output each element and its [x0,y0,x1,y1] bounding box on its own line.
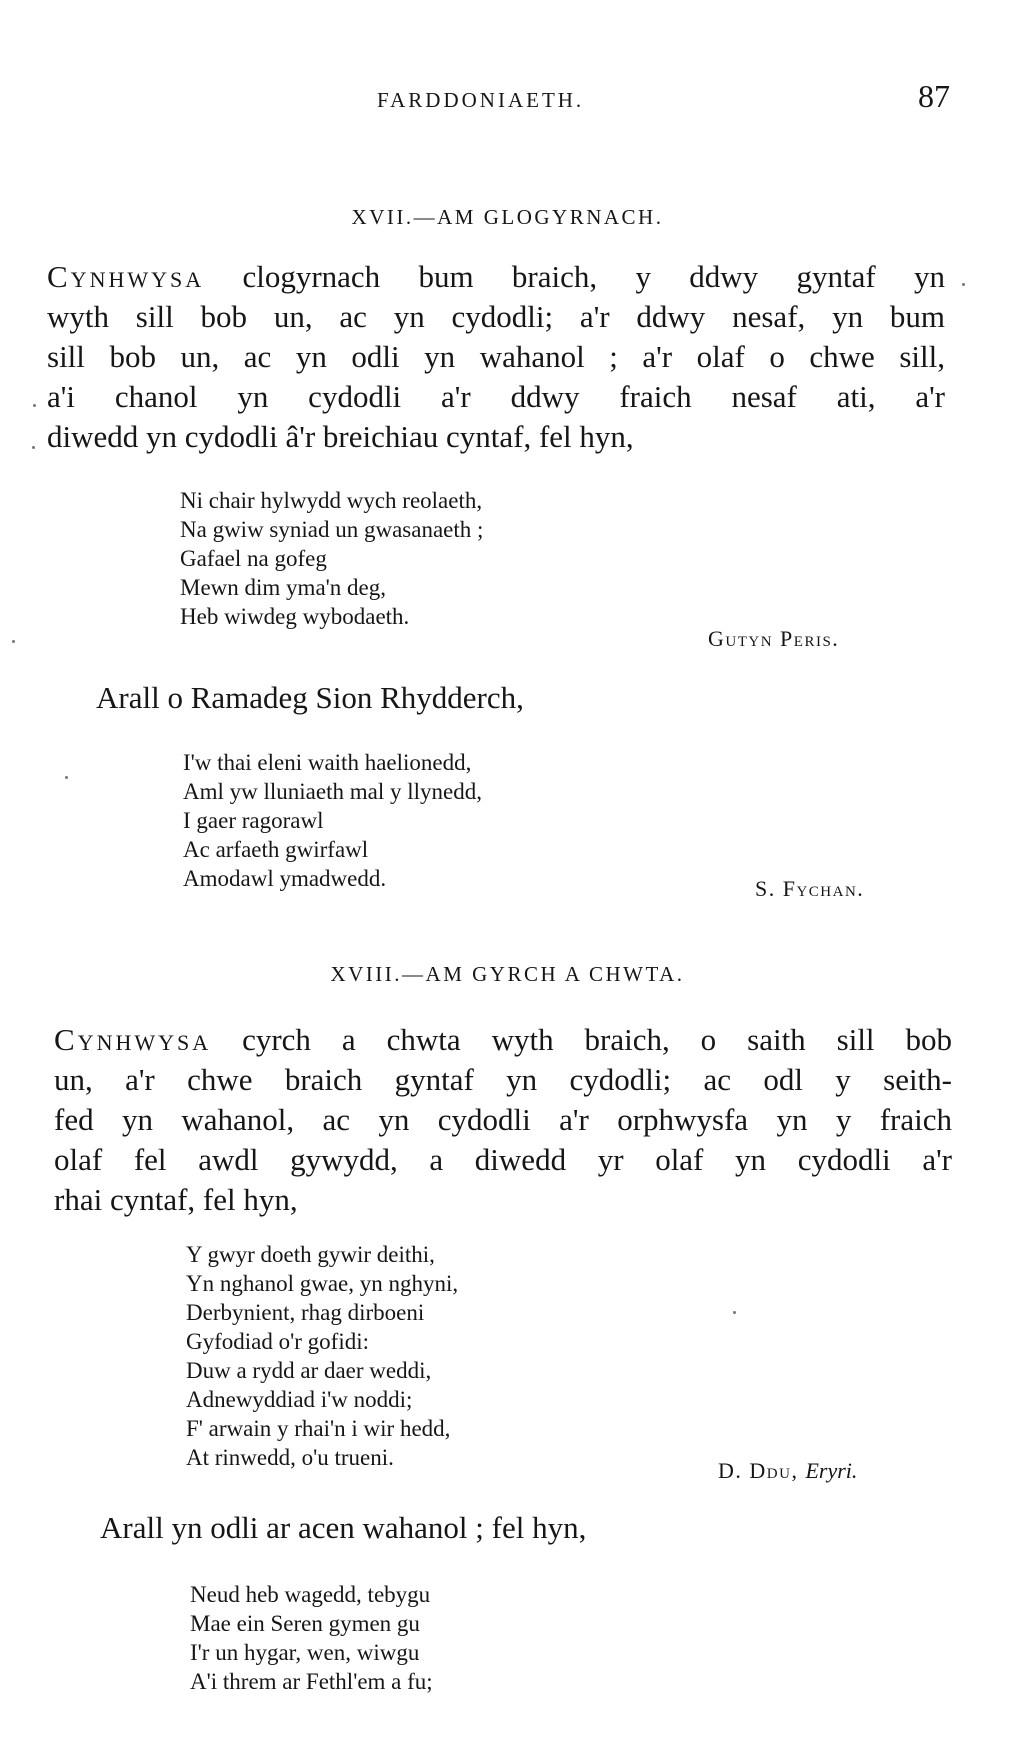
poem-d-ddu [186,1240,458,1472]
poem-line: Aml yw lluniaeth mal y llynedd, [183,779,482,804]
paragraph-line: fed yn wahanol, ac yn cydodli a'r orphwysfa yn y fraich [54,1102,952,1137]
alternate-intro: Arall o Ramadeg Sion Rhydderch, [96,680,524,715]
poem-line: A'i threm ar Fethl'em a fu; [190,1669,433,1694]
poem-attribution: D. Ddu, Eryri. [718,1458,858,1483]
section-xvii-paragraph [47,257,945,457]
poem-line: At rinwedd, o'u trueni. [186,1445,394,1470]
poem-attribution: S. Fychan. [755,876,865,901]
poem-line: Yn nghanol gwae, yn nghyni, [186,1271,459,1296]
scan-speck [962,283,965,286]
section-heading-xviii: XVIII.—AM GYRCH A CHWTA. [330,962,685,986]
paragraph-line: un, a'r chwe braich gyntaf yn cydodli; ac odl y seith- [54,1062,952,1097]
lead-word: Cynhwysa [54,1022,212,1057]
scan-speck [733,1311,736,1314]
paragraph-line: Cynhwysa cyrch a chwta wyth braich, o saith sill bob [54,1022,952,1057]
scan-speck [32,446,35,449]
paragraph-line: diwedd yn cydodli â'r breichiau cyntaf, fel hyn, [47,419,634,454]
poem-line: Y gwyr doeth gywir deithi, [186,1242,435,1267]
poem-line: Mewn dim yma'n deg, [180,575,387,600]
scan-speck [65,776,68,779]
paragraph-line: rhai cyntaf, fel hyn, [54,1182,298,1217]
poem-line: Gafael na gofeg [180,546,327,571]
paragraph-line: a'i chanol yn cydodli a'r ddwy fraich nesaf ati, a'r [47,379,945,414]
poem-line: Neud heb wagedd, tebygu [190,1582,431,1607]
author-place: Eryri. [805,1458,858,1483]
lead-word: Cynhwysa [47,259,205,294]
poem-line: Ac arfaeth gwirfawl [183,837,369,862]
poem-line: F' arwain y rhai'n i wir hedd, [186,1416,451,1441]
running-head: FARDDONIAETH. [377,88,585,112]
poem-line: Ni chair hylwydd wych reolaeth, [180,488,483,513]
poem-attribution: Gutyn Peris. [708,626,840,651]
poem-neud-heb-wagedd [190,1580,433,1696]
paragraph-line: olaf fel awdl gywydd, a diwedd yr olaf yn cydodli a'r [54,1142,952,1177]
poem-line: I'w thai eleni waith haelionedd, [183,750,472,775]
poem-line: I'r un hygar, wen, wiwgu [190,1640,420,1665]
poem-line: Heb wiwdeg wybodaeth. [180,604,410,629]
page-number: 87 [918,78,950,114]
section-xviii-paragraph [54,1020,952,1220]
poem-line: Gyfodiad o'r gofidi: [186,1329,370,1354]
poem-line: Duw a rydd ar daer weddi, [186,1358,432,1383]
scan-speck [33,404,36,407]
paragraph-line: Cynhwysa clogyrnach bum braich, y ddwy gyntaf yn [47,259,945,294]
scan-speck [12,640,15,643]
paragraph-line: wyth sill bob un, ac yn cydodli; a'r ddwy nesaf, yn bum [47,299,945,334]
poem-line: Adnewyddiad i'w noddi; [186,1387,413,1412]
poem-line: Na gwiw syniad un gwasanaeth ; [180,517,484,542]
alternate-intro: Arall yn odli ar acen wahanol ; fel hyn, [100,1510,587,1545]
section-heading-xvii: XVII.—AM GLOGYRNACH. [351,205,664,229]
poem-line: Mae ein Seren gymen gu [190,1611,420,1636]
poem-s-fychan [183,748,482,893]
paragraph-line: sill bob un, ac yn odli yn wahanol ; a'r olaf o chwe sill, [47,339,945,374]
poem-line: I gaer ragorawl [183,808,324,833]
poem-line: Amodawl ymadwedd. [183,866,387,891]
page-header [0,78,1015,122]
poem-gutyn-peris [180,486,483,631]
poem-line: Derbynient, rhag dirboeni [186,1300,425,1325]
